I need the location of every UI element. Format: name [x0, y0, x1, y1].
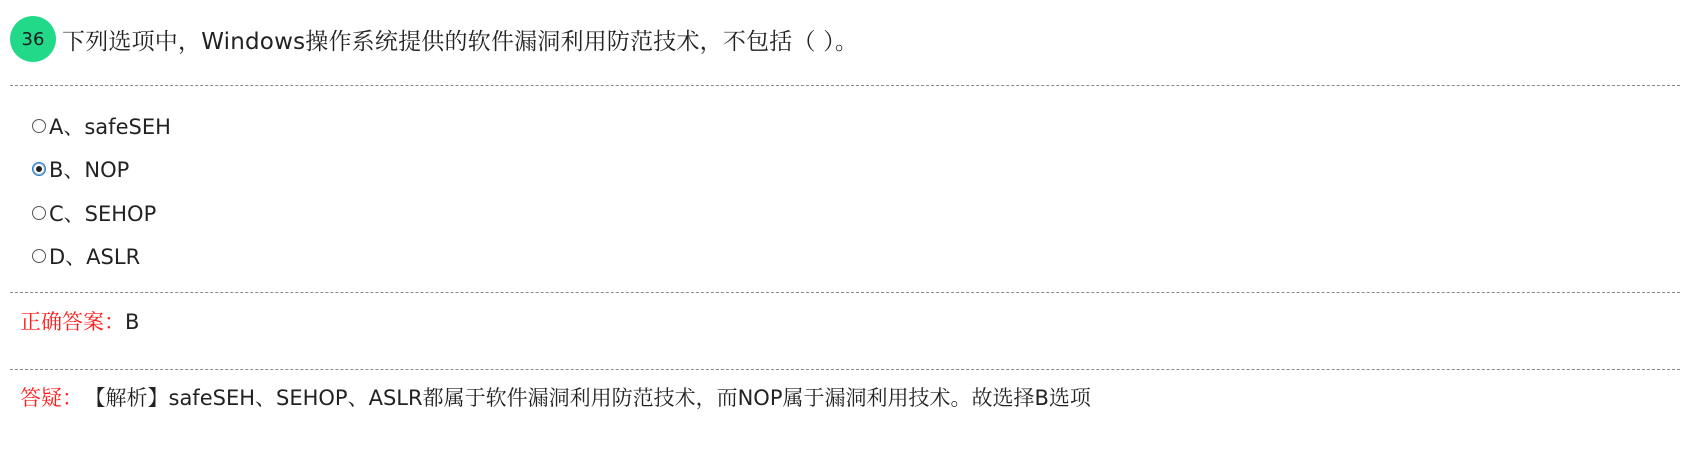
answer-analysis — [20, 382, 1091, 412]
analysis-text: 【解析】safeSEH、SEHOP、ASLR都属于软件漏洞利用防范技术，而NOP属于漏洞利用技术。故选择B选项 — [95, 386, 1091, 410]
radio-icon[interactable] — [32, 162, 46, 176]
correct-answer-value: B — [125, 310, 140, 334]
option-b[interactable] — [32, 148, 171, 192]
divider-top — [10, 85, 1680, 86]
correct-answer-label: 正确答案： — [20, 310, 125, 334]
divider-middle — [10, 292, 1680, 293]
question-text: 下列选项中，Windows操作系统提供的软件漏洞利用防范技术，不包括（ ）。 — [62, 28, 859, 55]
options-list — [32, 104, 171, 278]
radio-icon[interactable] — [32, 206, 46, 220]
divider-bottom — [10, 369, 1680, 370]
radio-icon[interactable] — [32, 249, 46, 263]
option-a[interactable] — [32, 104, 171, 148]
option-d[interactable] — [32, 235, 171, 279]
analysis-label: 答疑： — [20, 386, 83, 410]
option-d-label: D、ASLR — [49, 245, 141, 270]
correct-answer — [20, 306, 139, 336]
option-c[interactable] — [32, 191, 171, 235]
option-c-label: C、SEHOP — [49, 201, 157, 226]
option-a-label: A、safeSEH — [49, 114, 171, 139]
question-number-badge: 36 — [10, 16, 56, 62]
option-b-label: B、NOP — [49, 158, 130, 183]
question-header — [10, 16, 858, 62]
radio-icon[interactable] — [32, 119, 46, 133]
